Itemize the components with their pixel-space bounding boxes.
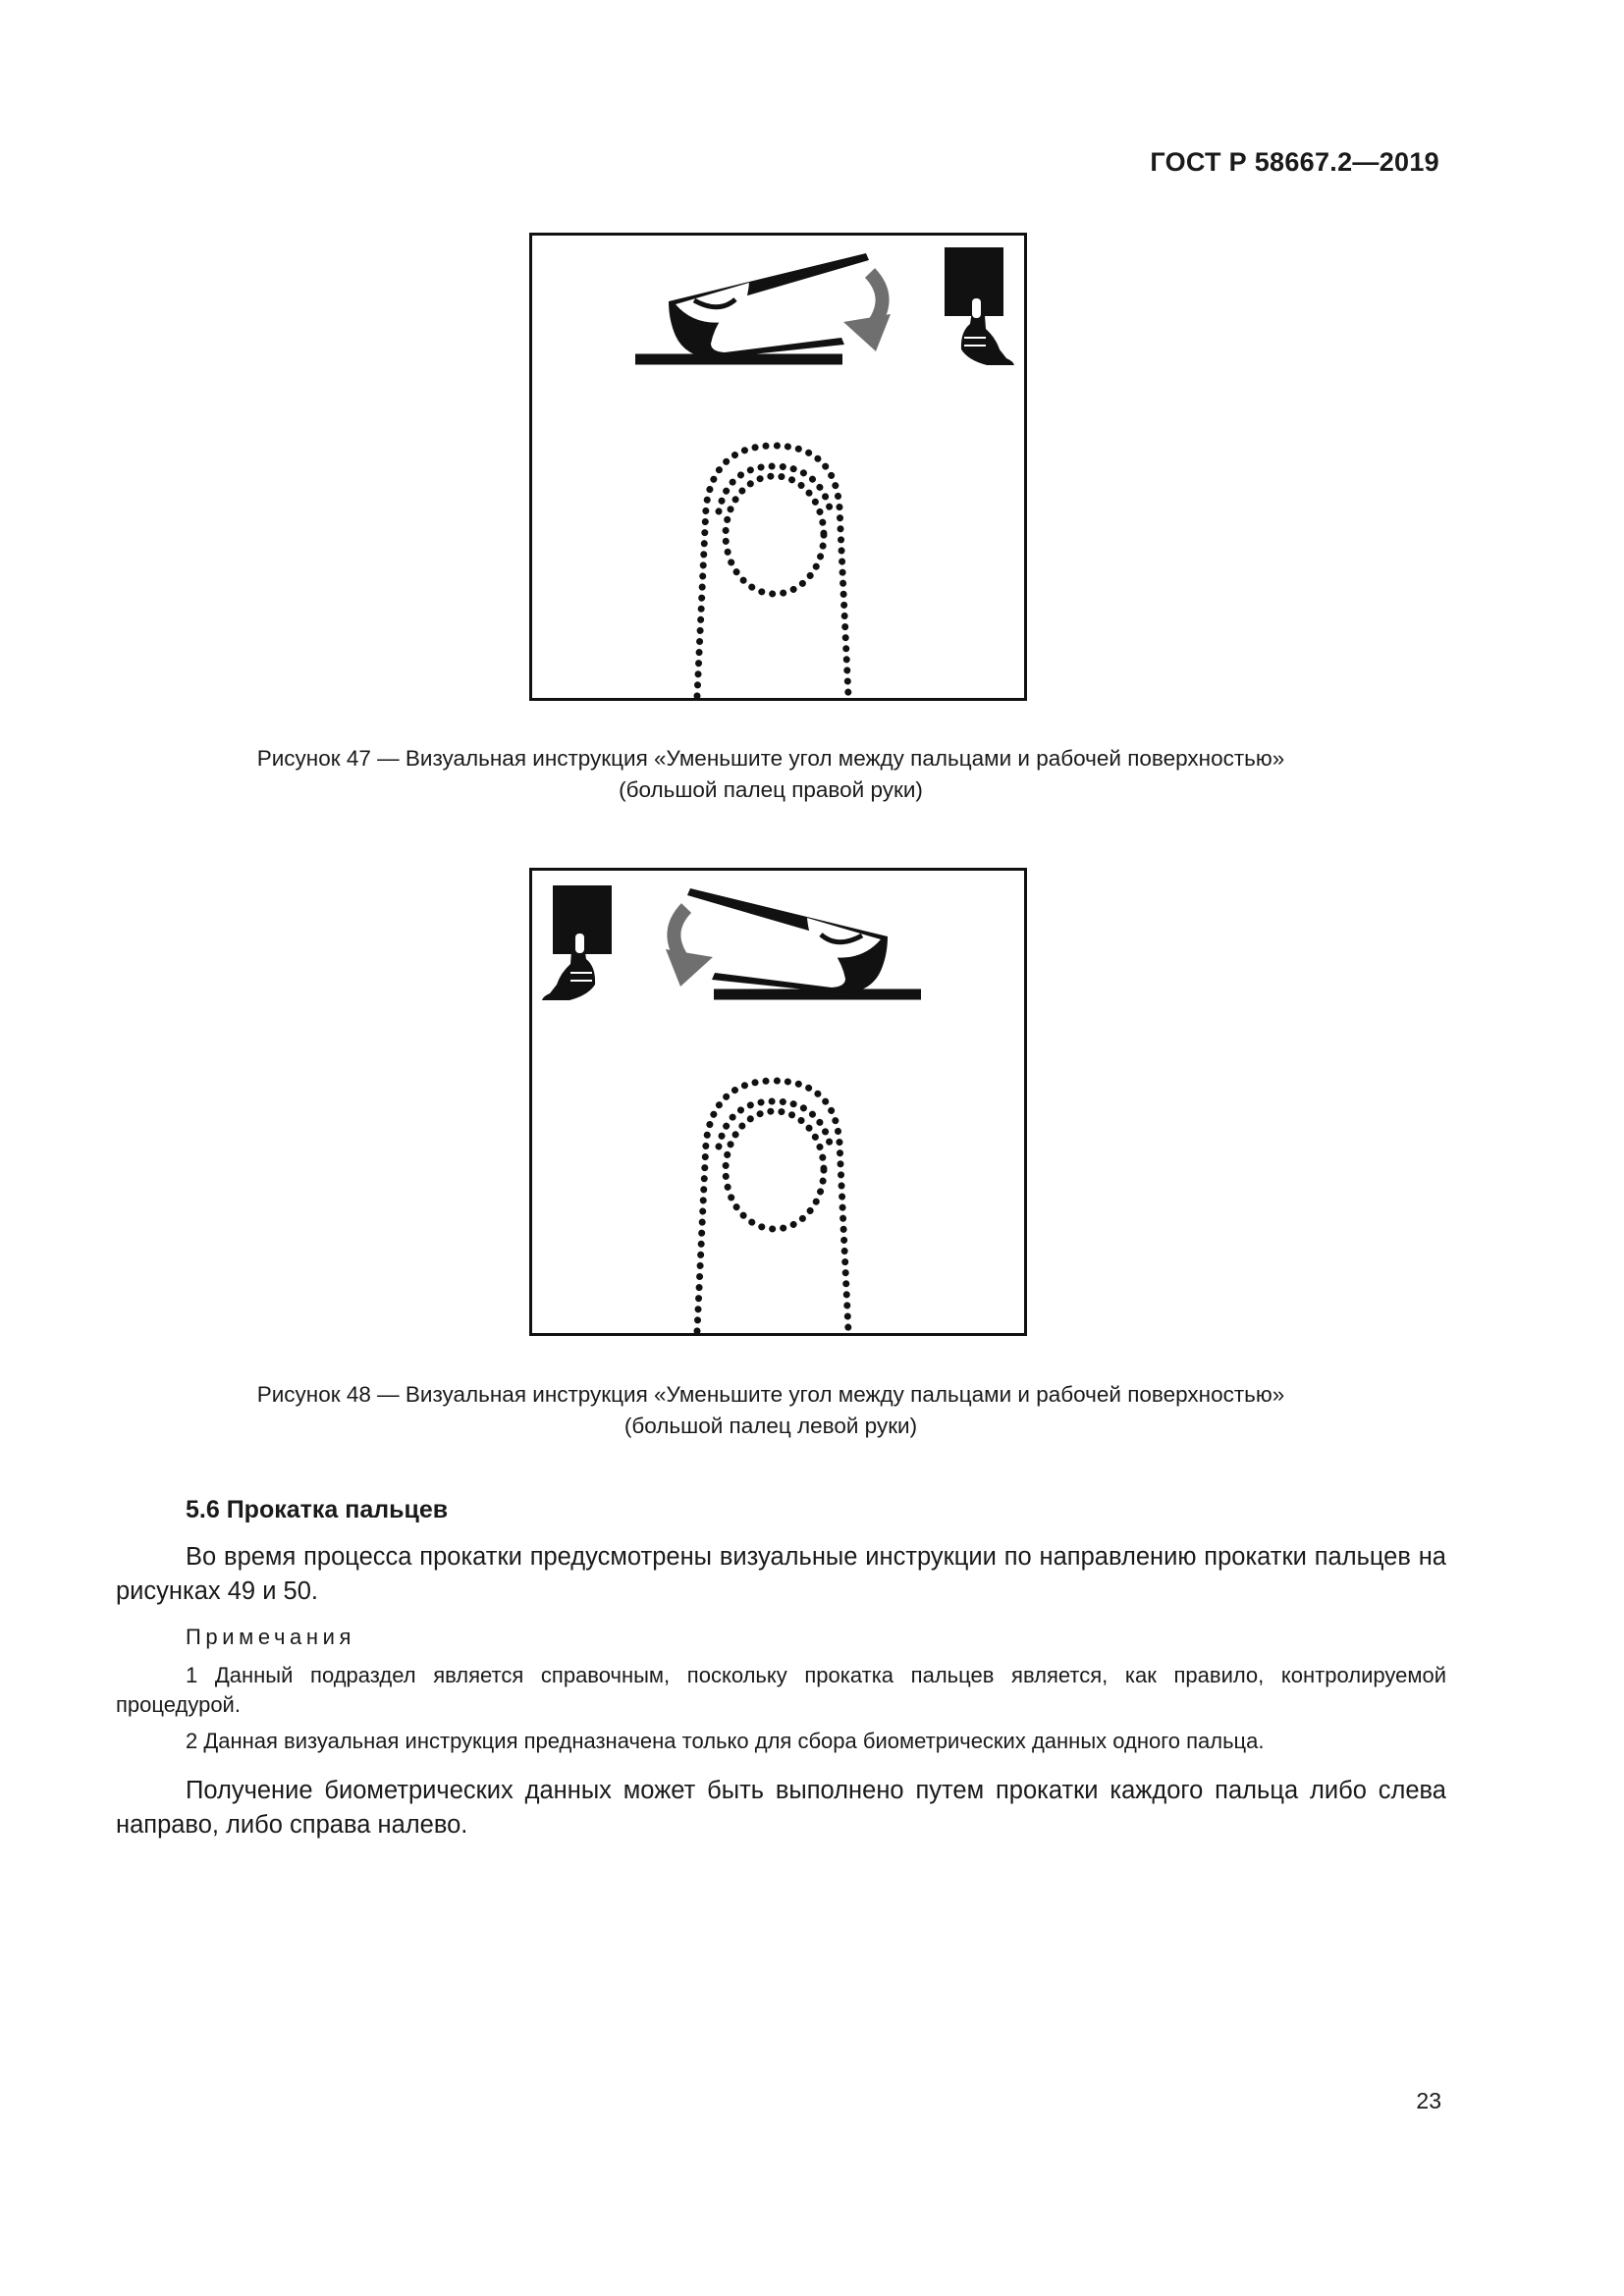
figure-47-caption [137,743,1404,806]
finger-angle-icon [687,888,921,994]
figure-48-caption [137,1379,1404,1442]
notes-label: Примечания [186,1625,356,1649]
right-thumb-scanner-icon [945,247,1014,365]
note-item: 1 Данный подраздел является справочным, поскольку прокатка пальцев является, как правило, контролируемой процедурой. [116,1663,1446,1717]
figure-47-caption-line-2: (большой палец правой руки) [619,777,923,802]
page-number: 23 [1416,2088,1441,2113]
fingertip-dotted-outline-icon [697,1081,848,1331]
note-item: 2 Данная визуальная инструкция предназначена только для сбора биометрических данных одного пальца. [186,1729,1265,1753]
body-paragraph: Во время процесса прокатки предусмотрены визуальные инструкции по направлению прокатки пальцев на рисунках 49 и 50. [116,1543,1446,1605]
figure-47-caption-line-1: Рисунок 47 — Визуальная инструкция «Уменьшите угол между пальцами и рабочей поверхностью» [256,746,1285,771]
figure-48-caption-line-1: Рисунок 48 — Визуальная инструкция «Уменьшите угол между пальцами и рабочей поверхностью» [256,1382,1285,1407]
section-heading: 5.6 Прокатка пальцев [186,1496,449,1523]
body-paragraph: Получение биометрических данных может быть выполнено путем прокатки каждого пальца либо слева направо, либо справа налево. [116,1777,1446,1839]
rotate-arrow-icon [843,273,891,351]
finger-angle-icon [635,253,869,359]
figure-47-illustration [529,233,1027,701]
figure-48-caption-line-2: (большой палец левой руки) [623,1414,918,1438]
fingertip-dotted-outline-icon [697,446,848,696]
left-thumb-scanner-icon [542,885,612,1000]
figure-48-illustration [529,868,1027,1336]
document-code: ГОСТ Р 58667.2—2019 [1150,147,1439,177]
rotate-arrow-icon [666,908,713,987]
